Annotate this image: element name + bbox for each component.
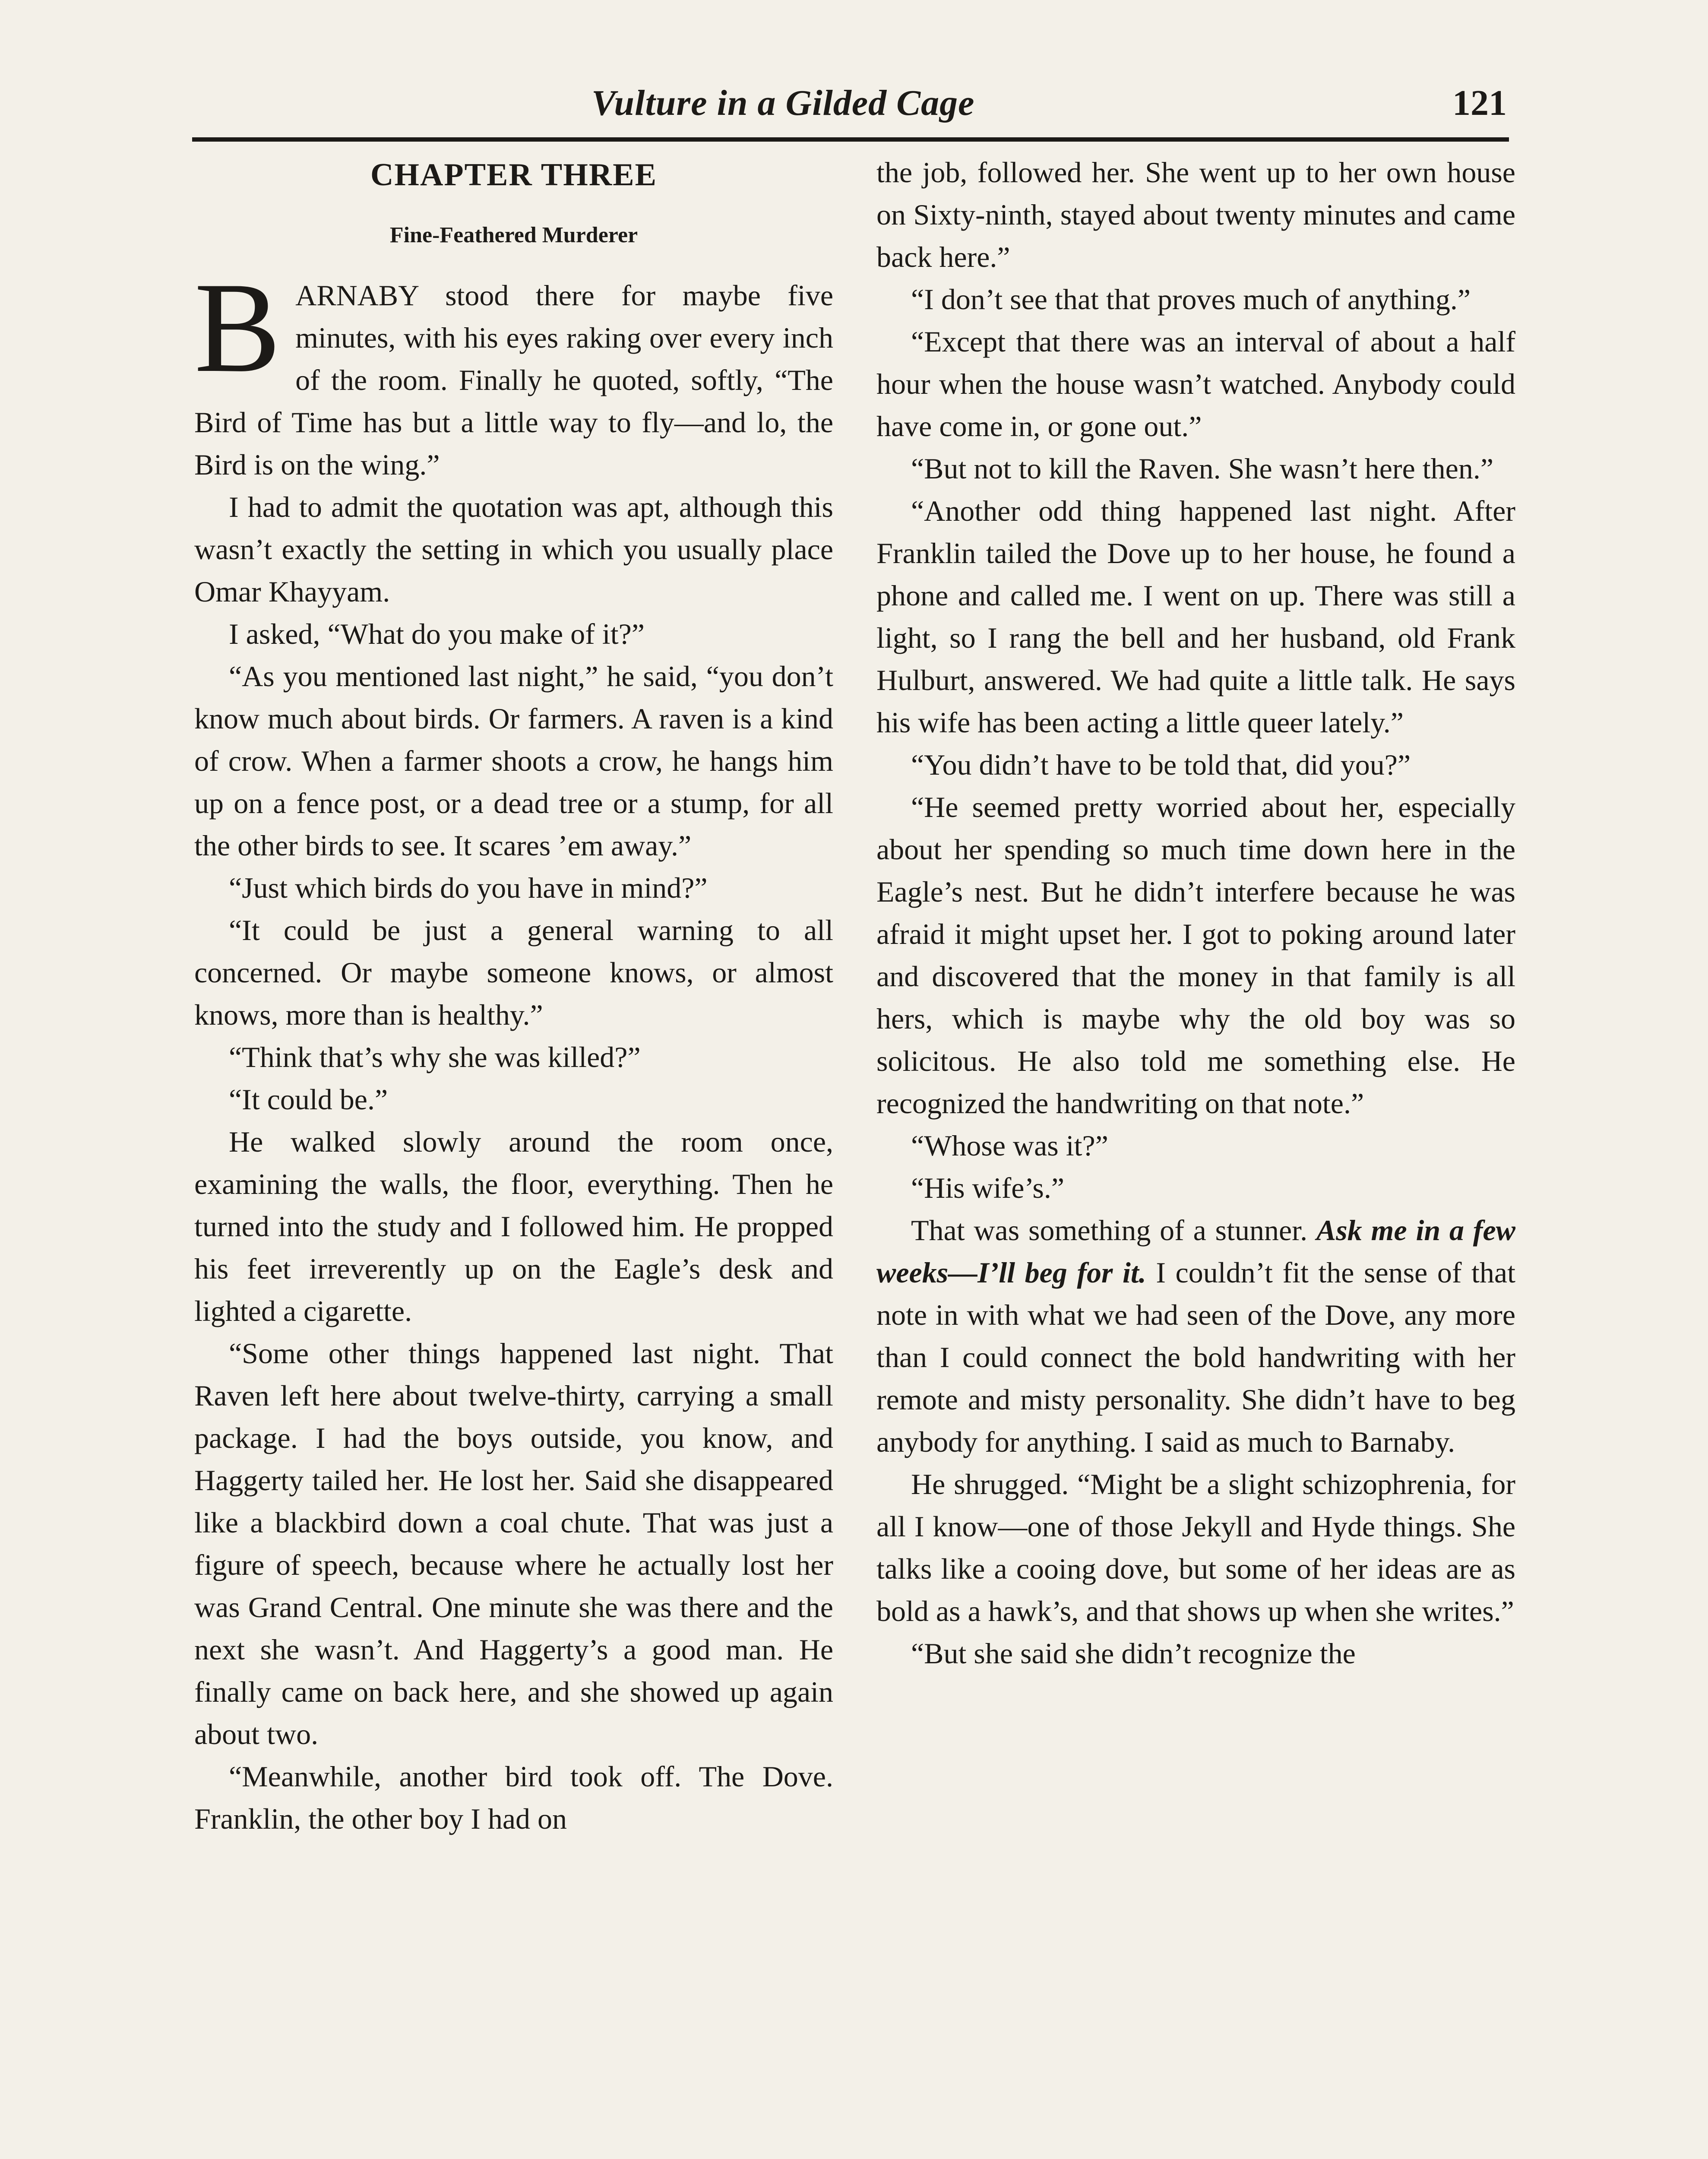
paragraph: “As you mentioned last night,” he said, “you don’t know much about birds. Or farmers. A raven is a kind of crow. When a farmer shoots a crow, he hangs him up on a fence post, or a dead tree or a stump, for all the other birds to see. It scares ’em away.” [194,660,833,862]
paragraph: “I don’t see that that proves much of anything.” [911,283,1471,316]
paragraph: “You didn’t have to be told that, did you?” [911,748,1411,781]
paragraph: “Think that’s why she was killed?” [229,1041,641,1073]
drop-cap: B [194,256,281,399]
paragraph: “Just which birds do you have in mind?” [229,871,708,904]
paragraph: “Except that there was an interval of about a half hour when the house wasn’t watched. Anybody could have come in, or gone out.” [876,325,1515,443]
opening-text: ARNABY stood there for maybe five minutes, with his eyes raking over every inch of the room. Finally he quoted, softly, “The Bird of Time has but a little way to fly—and lo, the Bird is on the wing.” [194,279,833,481]
chapter-heading: CHAPTER THREE [370,157,658,193]
paragraph: “Whose was it?” [911,1129,1108,1162]
paragraph: “But not to kill the Raven. She wasn’t here then.” [911,452,1494,485]
paragraph: He shrugged. “Might be a slight schizophrenia, for all I know—one of those Jekyll and Hyde things. She talks like a cooing dove, but some of her ideas are as bold as a hawk’s, and that shows up when she writes.” [876,1468,1515,1627]
left-column [194,151,833,2159]
page-header [194,82,1507,142]
right-column [876,151,1515,2159]
paragraph: “Meanwhile, another bird took off. The Dove. Franklin, the other boy I had on [194,1760,833,1835]
paragraph: “It could be.” [229,1083,388,1116]
stunner-after: I couldn’t fit the sense of that note in with what we had seen of the Dove, any more than I could connect the bold handwriting with her remote and misty personality. She didn’t have to beg anybody for anything. I said as much to Barnaby. [876,1256,1515,1458]
paragraph-continued: the job, followed her. She went up to her own house on Sixty-ninth, stayed about twenty minutes and came back here.” [876,156,1515,273]
header-rule [192,137,1509,142]
stunner-italic: Ask me in a few weeks—I’ll beg for it. [876,1214,1515,1289]
paragraph: “His wife’s.” [911,1171,1065,1204]
paragraph: “Some other things happened last night. That Raven left here about twelve-thirty, carrying a small package. I had the boys outside, you know, and Haggerty tailed her. He lost her. Said she disappeared like a blackbird down a coal chute. That was just a figure of speech, because where he actually lost her was Grand Central. One minute she was there and the next she wasn’t. And Haggerty’s a good man. He finally came on back here, and she showed up again about two. [194,1337,833,1751]
paragraph: “But she said she didn’t recognize the [911,1637,1356,1670]
paragraph: I had to admit the quotation was apt, although this wasn’t exactly the setting in which you usually place Omar Khayyam. [194,491,833,608]
stunner-before: That was something of a stunner. [911,1214,1316,1247]
paragraph: I asked, “What do you make of it?” [229,617,645,650]
paragraph-stunner [876,1209,1515,1463]
chapter-subtitle: Fine-Feathered Murderer [389,223,638,247]
paragraph: “He seemed pretty worried about her, especially about her spending so much time down here in the Eagle’s nest. But he didn’t interfere because he was afraid it might upset her. I got to poking around later and discovered that the money in that family is all hers, which is maybe why the old boy was so solicitous. He also told me something else. He recognized the handwriting on that note.” [876,791,1515,1120]
paragraph: “It could be just a general warning to all concerned. Or maybe someone knows, or almost knows, more than is healthy.” [194,914,833,1031]
paragraph: “Another odd thing happened last night. After Franklin tailed the Dove up to her house, he found a phone and called me. I went on up. There was still a light, so I rang the bell and her husband, old Frank Hulburt, answered. We had quite a little talk. He says his wife has been acting a little queer lately.” [876,494,1515,739]
running-title: Vulture in a Gilded Cage [591,83,975,123]
paragraph: He walked slowly around the room once, examining the walls, the floor, everything. Then he turned into the study and I followed him. He propped his feet irreverently up on the Eagle’s desk and lighted a cigarette. [194,1125,833,1327]
page-number: 121 [1452,83,1507,123]
opening-paragraph [194,256,833,486]
